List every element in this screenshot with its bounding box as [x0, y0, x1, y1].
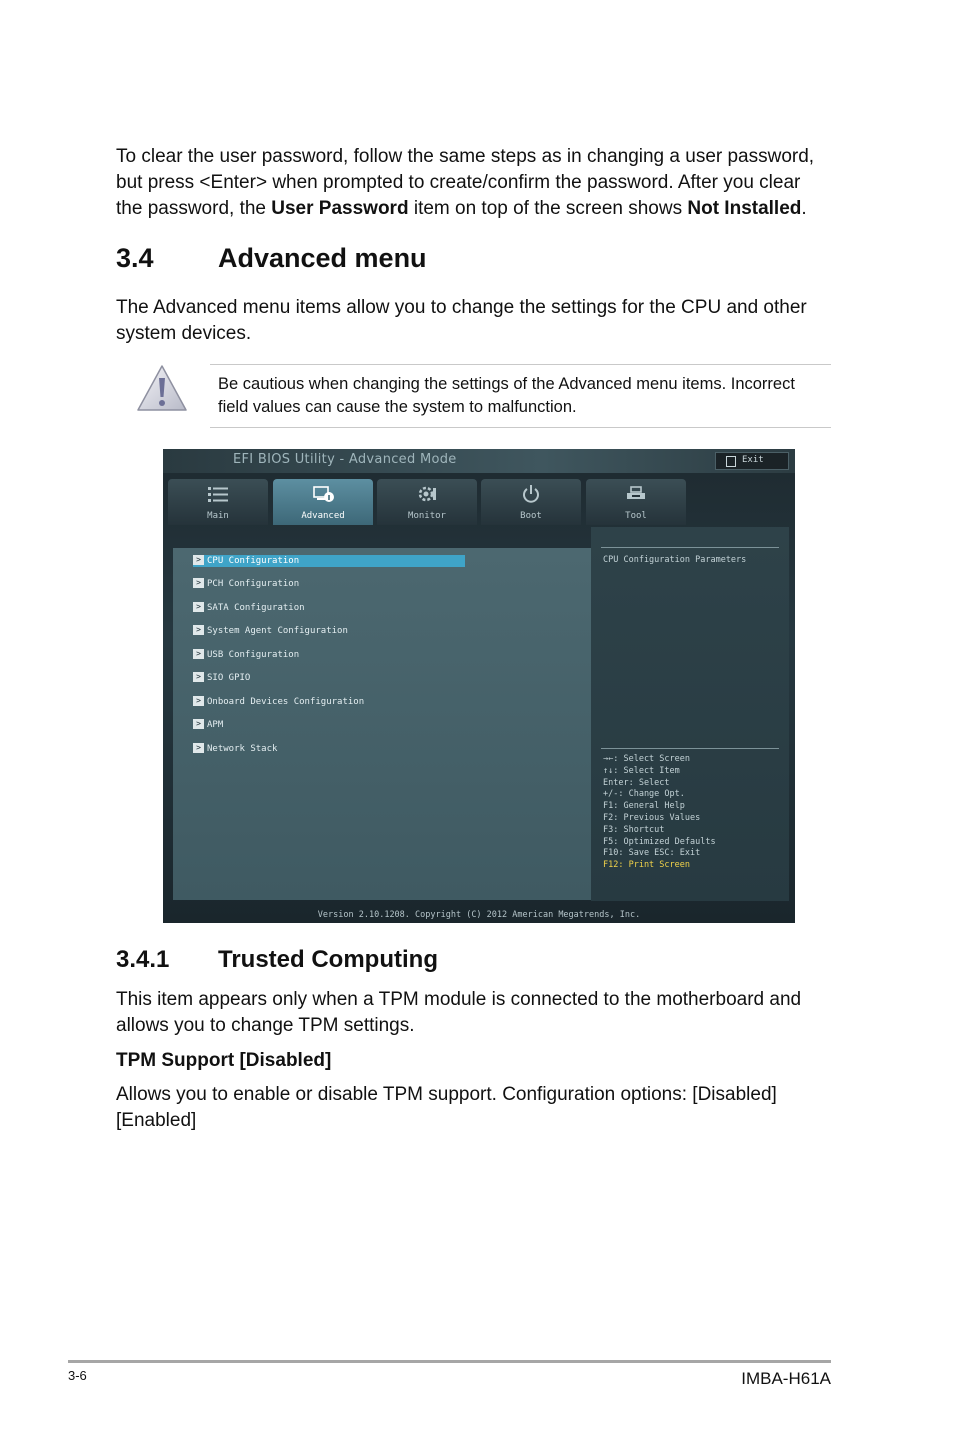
- tab-advanced-label: Advanced: [301, 511, 345, 521]
- key-legend-line: F2: Previous Values: [603, 812, 701, 823]
- caution-note: [218, 373, 830, 419]
- tab-advanced[interactable]: [273, 479, 373, 525]
- tab-main[interactable]: [168, 479, 268, 525]
- chevron-right-icon: >: [193, 719, 204, 729]
- menu-item-sio-gpio[interactable]: > SIO GPIO: [193, 672, 465, 684]
- chevron-right-icon: >: [193, 672, 204, 682]
- tab-boot[interactable]: [481, 479, 581, 525]
- key-legend-line: →←: Select Screen: [603, 754, 690, 764]
- menu-item-onboard-devices-configuration[interactable]: > Onboard Devices Configuration: [193, 696, 465, 708]
- menu-item-cpu-configuration[interactable]: > CPU Configuration: [193, 555, 465, 567]
- section-para-line-2: system devices.: [116, 323, 252, 344]
- subsection-para-line-2: allows you to change TPM settings.: [116, 1015, 415, 1036]
- bios-title: EFI BIOS Utility - Advanced Mode: [233, 452, 457, 467]
- bios-version: Version 2.10.1208. Copyright (C) 2012 American Megatrends, Inc.: [317, 910, 641, 920]
- intro-paragraph: [116, 144, 836, 222]
- chevron-right-icon: >: [193, 743, 204, 753]
- tab-tool-label: Tool: [625, 511, 647, 521]
- exit-label: Exit: [742, 455, 764, 465]
- key-legend: [603, 754, 716, 872]
- menu-item-sata-configuration[interactable]: > SATA Configuration: [193, 602, 465, 614]
- tpm-paragraph: [116, 1082, 836, 1134]
- bios-tab-bar: [163, 479, 795, 525]
- chevron-right-icon: >: [193, 649, 204, 659]
- tab-main-label: Main: [207, 511, 229, 521]
- model-name: IMBA-H61A: [741, 1369, 831, 1388]
- help-top-rule: [601, 547, 779, 548]
- key-legend-print-screen: F12: Print Screen: [603, 860, 690, 871]
- key-legend-line: Enter: Select: [603, 777, 670, 788]
- tpm-support-heading: TPM Support [Disabled]: [116, 1050, 332, 1071]
- menu-item-usb-configuration[interactable]: > USB Configuration: [193, 649, 465, 661]
- section-heading: [116, 243, 427, 274]
- intro-line-2: but press <Enter> when prompted to create/confirm the password. After you clear: [116, 172, 801, 193]
- tab-tool[interactable]: [586, 479, 686, 525]
- chevron-right-icon: >: [193, 625, 204, 635]
- user-password-term: User Password: [271, 198, 409, 219]
- chevron-right-icon: >: [193, 602, 204, 612]
- monitor-icon: [415, 485, 439, 503]
- tab-boot-label: Boot: [520, 511, 542, 521]
- section-para-line-1: The Advanced menu items allow you to change the settings for the CPU and other: [116, 297, 807, 318]
- chevron-right-icon: >: [193, 578, 204, 588]
- menu-item-system-agent-configuration[interactable]: > System Agent Configuration: [193, 625, 465, 637]
- advanced-icon: [311, 485, 335, 503]
- tab-monitor[interactable]: [377, 479, 477, 525]
- tpm-line-2: [Enabled]: [116, 1110, 197, 1131]
- warning-triangle-icon: [136, 364, 188, 412]
- section-number: 3.4: [116, 243, 154, 273]
- key-legend-line: ↑↓: Select Item: [603, 765, 680, 776]
- subsection-title: Trusted Computing: [218, 946, 438, 973]
- footer-rule: [68, 1360, 831, 1363]
- subsection-number: 3.4.1: [116, 946, 170, 973]
- key-legend-line: +/-: Change Opt.: [603, 789, 685, 800]
- key-legend-line: F1: General Help: [603, 801, 685, 812]
- bios-screenshot: [163, 449, 795, 923]
- intro-line-1: To clear the user password, follow the same steps as in changing a user password,: [116, 146, 815, 167]
- tool-icon: [624, 485, 648, 503]
- note-top-rule: [210, 364, 831, 365]
- key-legend-line: F10: Save ESC: Exit: [603, 848, 701, 859]
- help-text: CPU Configuration Parameters: [603, 555, 747, 565]
- list-icon: [206, 485, 230, 503]
- not-installed-term: Not Installed: [687, 198, 802, 219]
- chevron-right-icon: >: [193, 696, 204, 706]
- power-icon: [519, 485, 543, 503]
- menu-item-apm[interactable]: > APM: [193, 719, 465, 731]
- exit-button[interactable]: [715, 452, 789, 470]
- chevron-right-icon: >: [193, 555, 204, 565]
- note-line-1: Be cautious when changing the settings of the Advanced menu items. Incorrect: [218, 375, 795, 393]
- page-number: 3-6: [68, 1368, 87, 1383]
- subsection-paragraph: [116, 987, 836, 1039]
- intro-line-3: the password, the User Password item on top of the screen shows Not Installed.: [116, 198, 807, 219]
- subsection-heading: [116, 946, 438, 974]
- section-paragraph: [116, 295, 836, 347]
- help-mid-rule: [601, 748, 779, 749]
- key-legend-line: F3: Shortcut: [603, 824, 665, 835]
- note-bottom-rule: [210, 427, 831, 428]
- exit-icon: [726, 456, 736, 467]
- menu-item-pch-configuration[interactable]: > PCH Configuration: [193, 578, 465, 590]
- subsection-para-line-1: This item appears only when a TPM module is connected to the motherboard and: [116, 989, 802, 1010]
- note-line-2: field values can cause the system to malfunction.: [218, 398, 577, 416]
- tpm-line-1: Allows you to enable or disable TPM support. Configuration options: [Disabled]: [116, 1084, 777, 1105]
- section-title: Advanced menu: [218, 243, 427, 273]
- tab-monitor-label: Monitor: [408, 511, 446, 521]
- menu-item-network-stack[interactable]: > Network Stack: [193, 743, 465, 755]
- key-legend-line: F5: Optimized Defaults: [603, 836, 716, 847]
